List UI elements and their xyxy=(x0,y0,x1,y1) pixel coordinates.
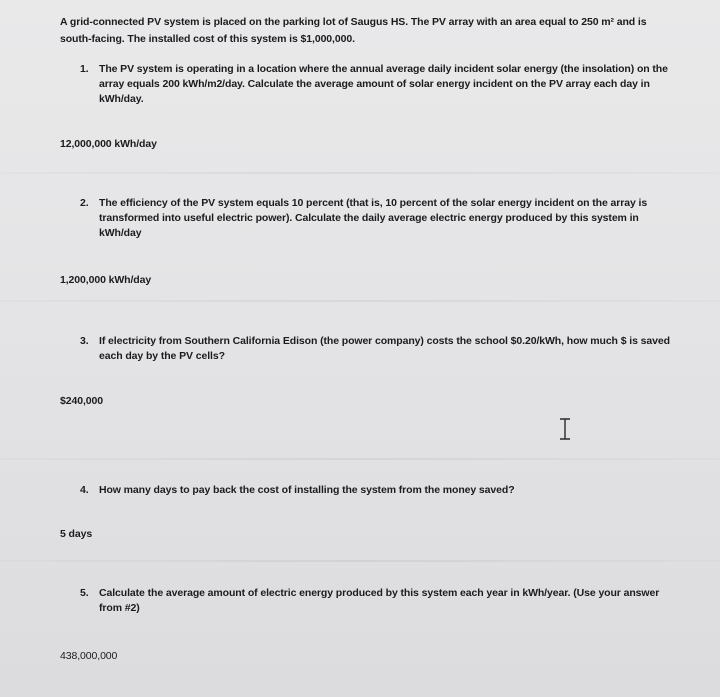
answer-1[interactable]: 12,000,000 kWh/day xyxy=(60,138,157,150)
question-4 xyxy=(80,483,680,498)
intro-line-1: A grid-connected PV system is placed on the parking lot of Saugus HS. The PV array with an area equal to 250 m² and is xyxy=(60,16,647,28)
question-5 xyxy=(80,586,670,616)
question-text: The efficiency of the PV system equals 10 percent (that is, 10 percent of the solar energy incident on the array is transformed into useful electric power). Calculate the daily average electric energy produced by this system in kWh/day xyxy=(99,197,648,239)
question-number: 2. xyxy=(80,197,89,209)
divider xyxy=(0,172,720,174)
divider xyxy=(0,560,720,562)
question-text: Calculate the average amount of electric energy produced by this system each year in kWh/year. (Use your answer from #2) xyxy=(99,587,660,614)
question-1 xyxy=(80,62,680,107)
question-2 xyxy=(80,196,680,241)
question-text: The PV system is operating in a location where the annual average daily incident solar energy (the insolation) on the array equals 200 kWh/m2/day. Calculate the average amount of solar energy incident on the PV array each day in kWh/day. xyxy=(99,63,668,105)
problem-intro xyxy=(60,14,680,48)
question-3 xyxy=(80,334,680,364)
divider xyxy=(0,300,720,302)
divider xyxy=(0,458,720,460)
question-number: 1. xyxy=(80,63,89,75)
intro-line-2: south-facing. The installed cost of this system is $1,000,000. xyxy=(60,33,355,45)
question-number: 5. xyxy=(80,587,89,599)
question-number: 4. xyxy=(80,484,89,496)
answer-4[interactable]: 5 days xyxy=(60,528,93,540)
answer-5[interactable]: 438,000,000 xyxy=(60,650,118,662)
question-number: 3. xyxy=(80,335,89,347)
answer-2[interactable]: 1,200,000 kWh/day xyxy=(60,274,152,286)
text-cursor-icon xyxy=(558,418,572,440)
answer-3[interactable]: $240,000 xyxy=(60,395,103,407)
question-text: If electricity from Southern California Edison (the power company) costs the school $0.20/kWh, how much $ is saved each day by the PV cells? xyxy=(99,335,670,362)
question-text: How many days to pay back the cost of installing the system from the money saved? xyxy=(99,484,515,496)
